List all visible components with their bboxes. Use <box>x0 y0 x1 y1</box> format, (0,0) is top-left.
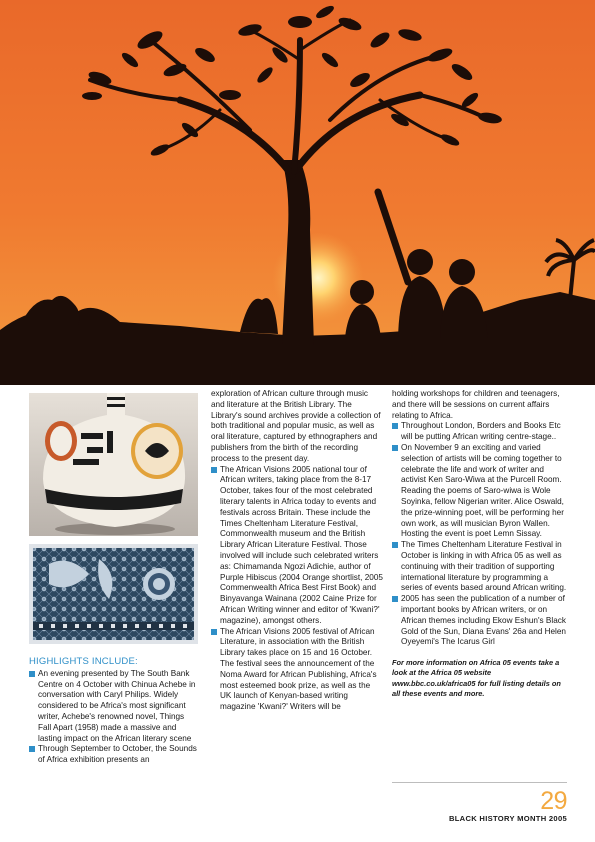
vase-photo <box>29 393 198 536</box>
running-title: BLACK HISTORY MONTH 2005 <box>448 814 567 823</box>
page-number: 29 <box>540 787 567 815</box>
list-item: Throughout London, Borders and Books Etc will be putting African writing centre-stage.. <box>392 421 567 443</box>
list-item: On November 9 an exciting and varied selection of artists will be coming together to celebrate the life and work of writer and activist Ken Saro-Wiwa at the Purcell Room. Reading the poems of Saro-wiwa is Wole Soyinka, fellow Nigerian writer. Alice Oswald, the prize-winning poet, will be performing her own work, as will musician Byron Wallen. Hosting the event is poet Lemn Sissay. <box>392 443 567 540</box>
footer-divider <box>392 782 567 783</box>
footnote: For more information on Africa 05 events take a look at the Africa 05 website www.bbc.co.uk/africa05 for full listing details on all these events and more. <box>392 658 561 698</box>
textile-photo <box>29 544 198 644</box>
continuation-paragraph: holding workshops for children and teenagers, and there will be sessions on current affairs relating to Africa. <box>392 389 560 420</box>
list-item: 2005 has seen the publication of a number of important books by African writers, or on African themes including Ekow Eshun's Black Gold of the Sun, Diana Evans' 26a and Helen Oyeyemi's The Icarus Girl <box>392 594 567 648</box>
column-3 <box>392 389 567 699</box>
column-2 <box>211 389 383 713</box>
list-item: Through September to October, the Sounds of Africa exhibition presents an <box>29 744 199 766</box>
list-item: The African Visions 2005 festival of African Literature, in association with the British Library takes place on 15 and 16 October. The festival sees the announcement of the Noma Award for African Publishing, Africa's most esteemed book prize, as well as the UK launch of Kenyan-based writing magazine 'Kwani?' Writers will be <box>211 627 383 713</box>
sunset-tree-illustration <box>0 0 595 385</box>
hero-sunset-photo <box>0 0 595 385</box>
textile-illustration <box>29 544 198 644</box>
vase-illustration <box>29 393 198 536</box>
continuation-paragraph: exploration of African culture through music and literature at the British Library. The Library's sound archives provide a collection of both traditional and popular music, as well as oral literature, captured by ethnographers and publishers from the birth of the recording process to the present day. <box>211 389 381 463</box>
list-item: The African Visions 2005 national tour of African writers, taking place from the 8-17 October, takes four of the most celebrated literary talents in Africa today to events and festivals across Britain. These include the Times Cheltenham Literature Festival, Commonwealth museum and the British Library African Literature Festival. Those involved will include such celebrated writers as: Chimamanda Ngozi Adichie, author of Purple Hibiscus (2004 Orange shortlist, 2005 Commenwealth Africa Best First Book) and Binyavanga Wainana (2002 Caine Prize for African Writing winner and editor of 'Kwani?' magazine), amongst others. <box>211 465 383 627</box>
highlights-heading: HIGHLIGHTS INCLUDE: <box>29 656 138 667</box>
list-item: The Times Cheltenham Literature Festival in October is linking in with Africa 05 as well as continuing with their tradition of supporting international literature by programming a series of events based around African writing. <box>392 540 567 594</box>
list-item: An evening presented by The South Bank Centre on 4 October with Chinua Achebe in conversation with Caryl Philips. Widely considered to be Africa's most significant writer, Achebe's renowned novel, Things Fall Apart (1958) made a massive and lasting impact on the African literary scene <box>29 669 199 745</box>
column-1 <box>29 657 199 766</box>
